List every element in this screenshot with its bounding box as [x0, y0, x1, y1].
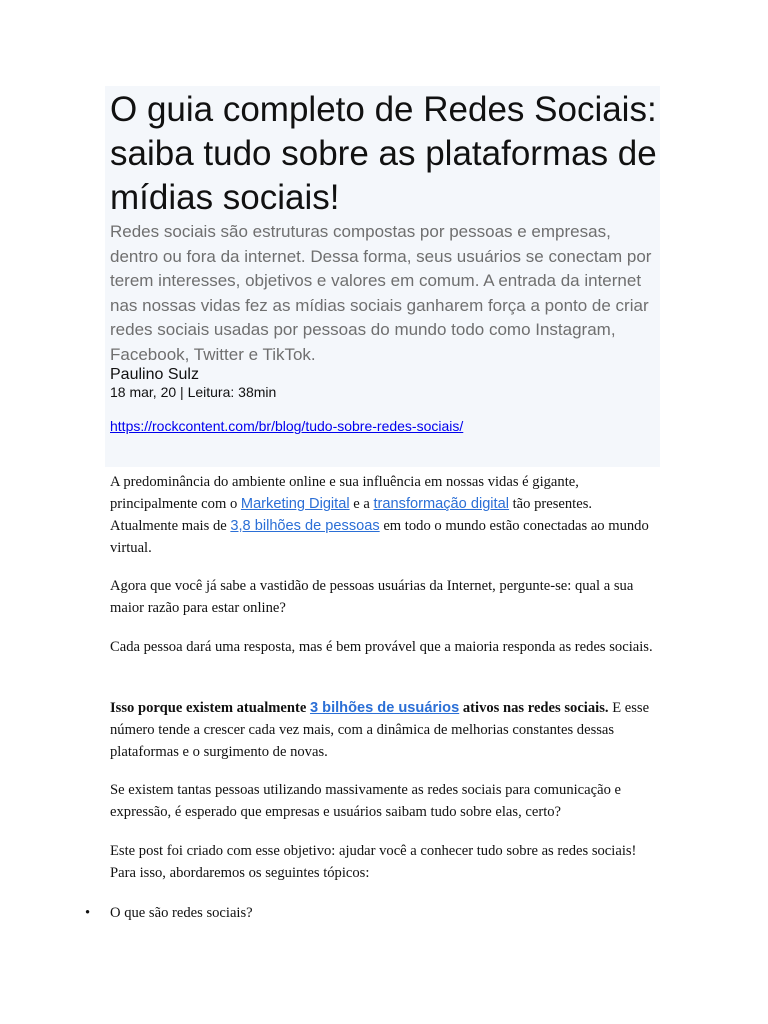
list-item-label: O que são redes sociais?	[110, 905, 253, 921]
text-span: A predominância do ambiente online e sua influência em nossas vidas é gigante, principalmente com o	[110, 474, 579, 512]
article-meta: 18 mar, 20 | Leitura: 38min	[110, 384, 277, 400]
article-lead: Redes sociais são estruturas compostas por pessoas e empresas, dentro ou fora da internet. Dessa forma, seus usuários se conectam por terem interesses, objetivos e valores em comum. A entrada da internet nas nossas vidas fez as mídias sociais ganharem força a ponto de criar redes sociais usadas por pessoas do mundo todo como Instagram, Facebook, Twitter e TikTok.	[110, 222, 652, 364]
text-span: E esse número tende a crescer cada vez mais, com a dinâmica de melhorias constantes dessas plataformas e o surgimento de novas.	[110, 700, 650, 760]
article-title: O guia completo de Redes Sociais: saiba tudo sobre as plataformas de mídias sociais!	[110, 90, 657, 217]
paragraph-question: Agora que você já sabe a vastidão de pessoas usuárias da Internet, pergunte-se: qual a sua maior razão para estar online?	[110, 578, 634, 616]
paragraph-objective: Este post foi criado com esse objetivo: ajudar você a conhecer tudo sobre as redes sociais! Para isso, abordaremos os seguintes tópicos:	[110, 843, 637, 881]
text-span: em todo o mundo estão conectadas ao mundo virtual.	[110, 518, 649, 556]
link-bilhoes-usuarios[interactable]: 3 bilhões de usuários	[309, 700, 460, 716]
text-span: tão presentes. Atualmente mais de	[110, 496, 593, 534]
paragraph-answer: Cada pessoa dará uma resposta, mas é bem provável que a maioria responda as redes sociais.	[110, 639, 653, 655]
link-transformacao-digital[interactable]: transformação digital	[373, 496, 509, 512]
author-name: Paulino Sulz	[110, 366, 199, 383]
topics-list	[82, 902, 253, 924]
bullet-icon: •	[85, 905, 91, 921]
text-span: e a	[349, 496, 374, 512]
paragraph-users	[110, 697, 662, 763]
paragraph-intro	[110, 471, 662, 559]
paragraph-expression: Se existem tantas pessoas utilizando massivamente as redes sociais para comunicação e expressão, é esperado que empresas e usuários saibam tudo sobre elas, certo?	[110, 782, 622, 820]
bold-span: ativos nas redes sociais.	[459, 700, 609, 716]
bold-span: Isso porque existem atualmente	[110, 700, 310, 716]
source-link[interactable]: https://rockcontent.com/br/blog/tudo-sobre-redes-sociais/	[110, 418, 464, 434]
link-marketing-digital[interactable]: Marketing Digital	[240, 496, 350, 512]
list-item	[82, 902, 253, 924]
link-bilhoes-pessoas[interactable]: 3,8 bilhões de pessoas	[230, 518, 380, 534]
